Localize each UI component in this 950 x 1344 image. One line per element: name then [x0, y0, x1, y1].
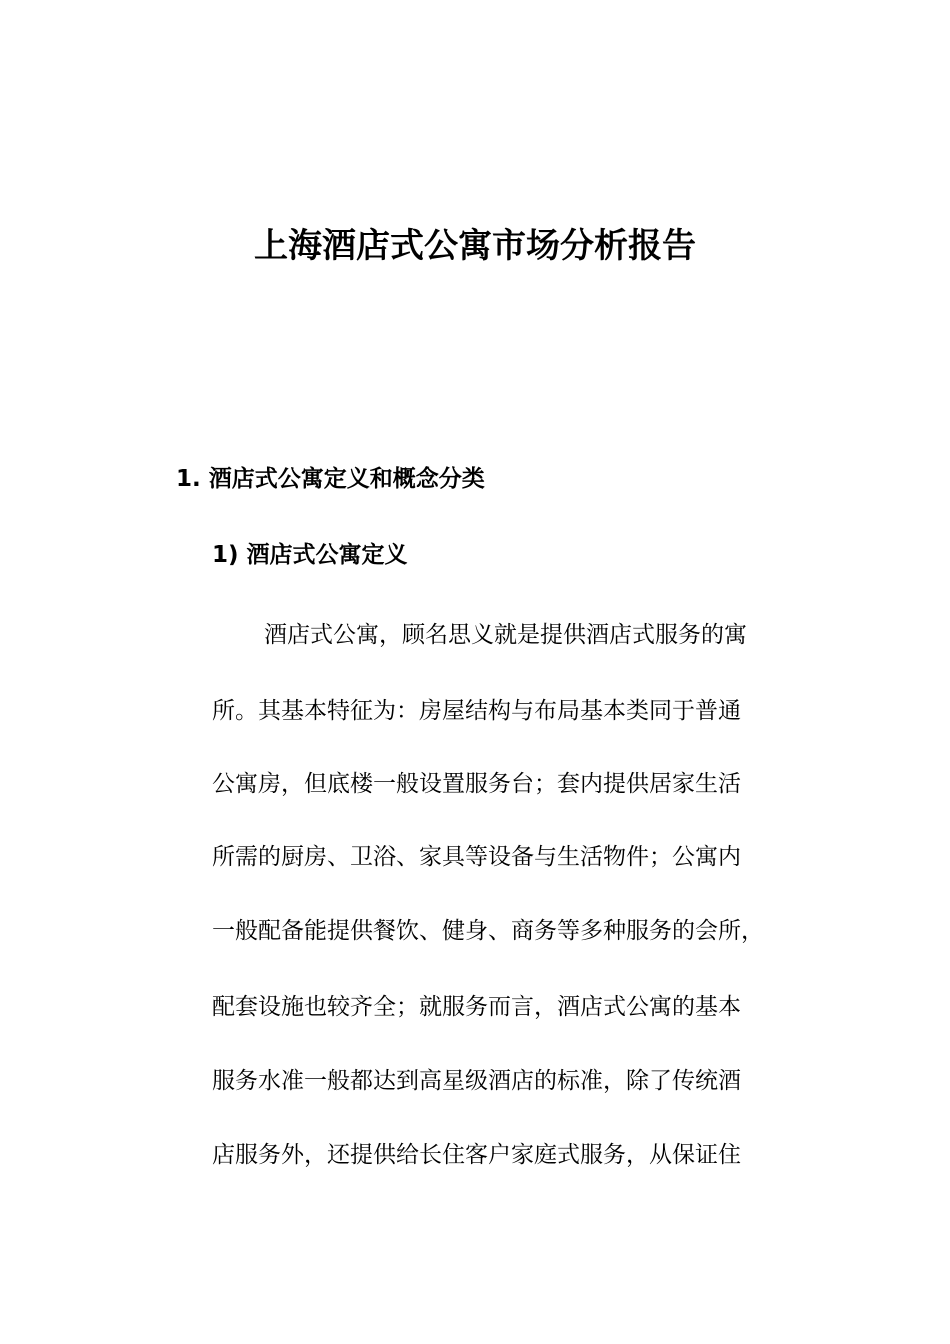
paragraph-line: 配套设施也较齐全；就服务而言，酒店式公寓的基本: [212, 994, 741, 1020]
paragraph-line: 服务水准一般都达到高星级酒店的标准，除了传统酒: [212, 1068, 741, 1094]
paragraph-line: 店服务外，还提供给长住客户家庭式服务，从保证住: [212, 1142, 741, 1168]
paragraph-line: 酒店式公寓，顾名思义就是提供酒店式服务的寓: [264, 622, 747, 648]
document-title: 上海酒店式公寓市场分析报告: [254, 226, 696, 266]
paragraph-line: 一般配备能提供餐饮、健身、商务等多种服务的会所，: [212, 918, 764, 944]
paragraph-line: 所。其基本特征为：房屋结构与布局基本类同于普通: [212, 698, 741, 724]
section-heading: 1. 酒店式公寓定义和概念分类: [176, 466, 485, 492]
paragraph-line: 所需的厨房、卫浴、家具等设备与生活物件；公寓内: [212, 844, 741, 870]
paragraph-line: 公寓房，但底楼一般设置服务台；套内提供居家生活: [212, 771, 741, 797]
subsection-heading: 1) 酒店式公寓定义: [212, 542, 408, 568]
